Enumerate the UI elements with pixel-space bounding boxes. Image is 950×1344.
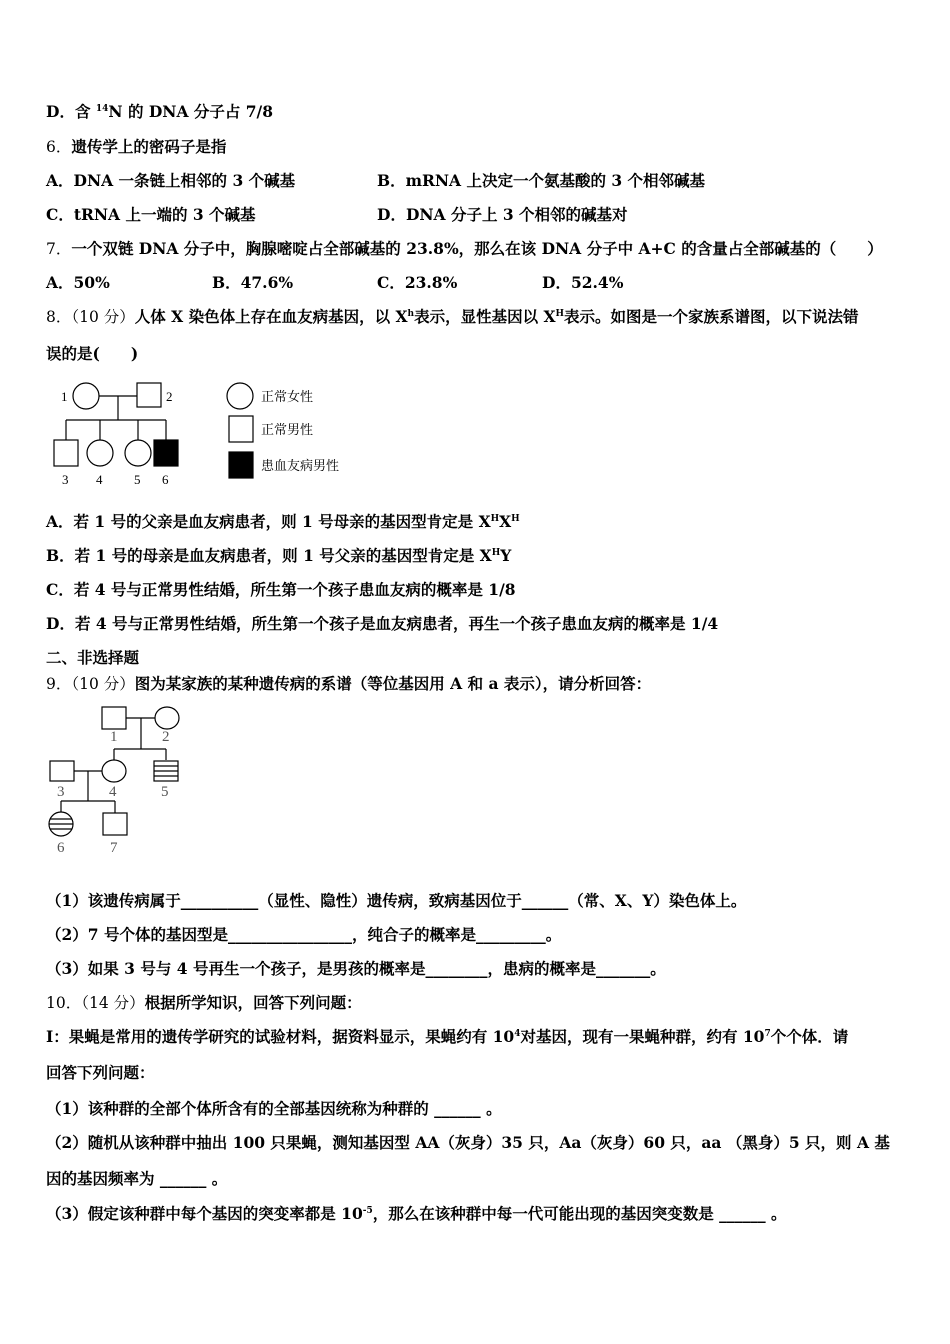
ped8-individual-4 [87,440,113,466]
q6-option-a: A．DNA 一条链上相邻的 3 个碱基 [46,171,296,190]
legend-affected-male-label: 患血友病男性 [261,459,340,474]
q7-stem: 7．一个双链 DNA 分子中，胸腺嘧啶占全部碱基的 23.8%，那么在该 DNA 分子中 A+C 的含量占全部碱基的（ ） [46,239,883,258]
q9-pedigree [44,700,204,860]
ped9-individual-7 [103,813,127,835]
q7-option-c: C．23.8% [377,273,458,292]
q7-option-a: A．50% [46,273,110,292]
legend-male-label: 正常男性 [261,423,314,438]
q8-option-d: D．若 4 号与正常男性结婚，所生第一个孩子是血友病患者，再生一个孩子患血友病的概率是 1/4 [46,614,719,633]
q6-stem: 6．遗传学上的密码子是指 [46,137,227,156]
q10-part-3: （3）假定该种群中每个基因的突变率都是 $10^{-5}$，那么在该种群中每一代可能出现的基因突变数是 ______ 。 [46,1204,787,1223]
q10-part-2: （2）随机从该种群中抽出 100 只果蝇，测知基因型 AA（灰身）35 只，Aa（灰身）60 只，aa （黑身）5 只，则 A 基 [46,1133,890,1152]
ped9-individual-1 [102,707,126,729]
ped9-label-3: 3 [57,784,65,800]
q7-option-b: B．47.6% [212,273,294,292]
q10-intro-line2: 回答下列问题： [46,1063,155,1082]
ped8-label-1: 1 [61,389,68,404]
q10-part-1: （1）该种群的全部个体所含有的全部基因统称为种群的 ______ 。 [46,1099,502,1118]
ped8-individual-1 [73,383,99,409]
ped9-individual-4 [102,760,126,782]
q9-part-1: （1）该遗传病属于__________（显性、隐性）遗传病，致病基因位于______（常、X、Y）染色体上。 [46,891,747,910]
ped8-individual-2 [137,383,161,407]
ped9-label-6: 6 [57,840,65,856]
ped9-label-1: 1 [110,729,118,745]
ped8-individual-5 [125,440,151,466]
q8-option-c: C．若 4 号与正常男性结婚，所生第一个孩子患血友病的概率是 1/8 [46,580,516,599]
ped9-label-2: 2 [162,729,170,745]
q10-intro: I：果蝇是常用的遗传学研究的试验材料，据资料显示，果蝇约有 $10^4$对基因，现有一果蝇种群，约有 $10^7$个个体．请 [46,1027,849,1046]
ped8-label-6: 6 [162,472,169,487]
q8-stem-line2: 误的是( ) [46,344,139,363]
ped9-label-4: 4 [109,784,117,800]
ped8-label-3: 3 [62,472,69,487]
ped9-label-5: 5 [161,784,169,800]
q9-part-2: （2）7 号个体的基因型是________________，纯合子的概率是_________。 [46,925,562,944]
q10-stem: 10．（14 分）根据所学知识，回答下列问题： [46,993,362,1012]
q8-option-b: B．若 1 号的母亲是血友病患者，则 1 号父亲的基因型肯定是 $X^HY$ [46,546,512,565]
ped9-individual-2 [155,707,179,729]
legend-affected-male-symbol [229,452,253,478]
q7-option-d: D．52.4% [542,273,624,292]
ped9-individual-3 [50,761,74,781]
q6-option-c: C．tRNA 上一端的 3 个碱基 [46,205,256,224]
q9-stem: 9．（10 分）图为某家族的某种遗传病的系谱（等位基因用 A 和 a 表示），请分析回答： [46,674,652,693]
ped9-label-7: 7 [110,840,118,856]
legend-female-symbol [227,383,253,409]
q8-pedigree [50,374,370,494]
legend-female-label: 正常女性 [261,390,314,405]
legend-male-symbol [229,416,253,442]
q6-option-b: B．mRNA 上决定一个氨基酸的 3 个相邻碱基 [377,171,706,190]
ped8-individual-3 [54,440,78,466]
q8-stem: 8．（10 分）人体 X 染色体上存在血友病基因，以 $X^h$表示，显性基因以 $X^H$表示。如图是一个家族系谱图，以下说法错 [46,307,859,326]
section-2-title: 二、非选择题 [46,648,140,667]
q10-part-2-line2: 因的基因频率为 ______ 。 [46,1169,228,1188]
ped8-label-5: 5 [134,472,141,487]
q5-option-d: D．含 $^{14}$N 的 DNA 分子占 7/8 [46,102,273,121]
q9-part-3: （3）如果 3 号与 4 号再生一个孩子，是男孩的概率是________，患病的概率是_______。 [46,959,666,978]
ped8-label-2: 2 [166,389,173,404]
q8-option-a: A．若 1 号的父亲是血友病患者，则 1 号母亲的基因型肯定是 $X^HX^H$ [46,512,520,531]
q6-option-d: D．DNA 分子上 3 个相邻的碱基对 [377,205,628,224]
ped8-individual-6 [154,440,178,466]
ped8-label-4: 4 [96,472,103,487]
